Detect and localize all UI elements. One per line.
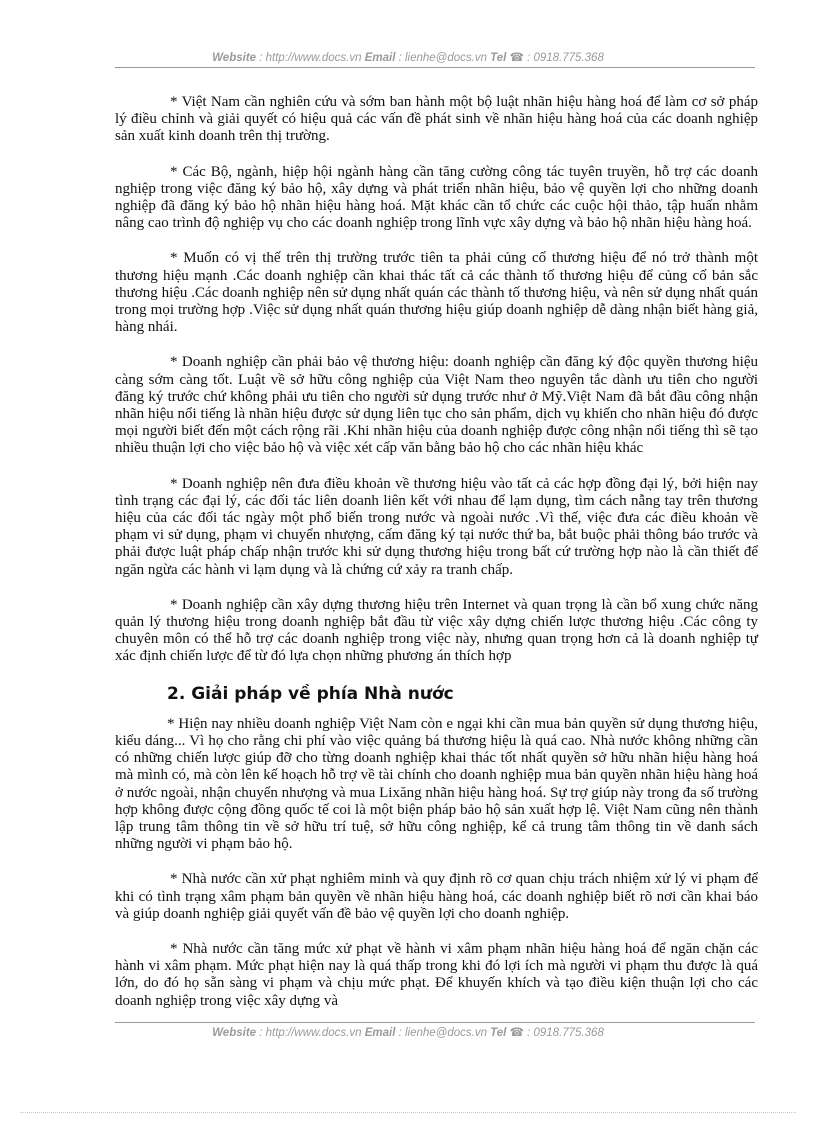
tel-label: Tel — [490, 52, 507, 64]
bottom-dotted-line — [20, 1112, 796, 1113]
email-label: Email — [364, 1027, 396, 1039]
section-heading: 2. Giải pháp về phía Nhà nước — [167, 683, 454, 704]
page-footer — [0, 1025, 816, 1039]
phone-icon: ☎ — [509, 1027, 524, 1039]
email-address: : lienhe@docs.vn — [395, 1027, 491, 1039]
page-body — [115, 94, 758, 1028]
paragraph: * Doanh nghiệp cần phải bảo vệ thương hiệu: doanh nghiệp cần đăng ký độc quyền thương hiệu càng sớm càng tốt. Luật về sở hữu công nghiệp của Việt Nam theo nguyên tắc dành ưu tiên cho người đăng ký trước chứ không phải ưu tiên cho người sử dụng trước như ở Mỹ.Việt Nam đã bắt đầu công nhận nhãn hiệu nổi tiếng là nhãn hiệu được sử dụng liên tục cho sản phẩm, dịch vụ khiến cho nhãn hiệu đó được mọi người biết đến một cách rộng rãi .Khi nhãn hiệu của doanh nghiệp được công nhận nổi tiếng thì sẽ tạo nhiều thuận lợi cho việc bảo hộ và việc xét cấp văn bằng bảo hộ cho các nhãn hiệu khác — [115, 354, 758, 457]
paragraph: * Doanh nghiệp cần xây dựng thương hiệu trên Internet và quan trọng là cần bổ xung chức năng quản lý thương hiệu trong doanh nghiệp bắt đầu từ việc xây dựng chiến lược thương hiệu .Các công ty chuyên môn có thể hỗ trợ các doanh nghiệp trong việc này, nhưng quan trọng hơn cả là doanh nghiệp tự xác định chiến lược để từ đó lựa chọn những phương án thích hợp — [115, 596, 758, 665]
paragraph: * Nhà nước cần tăng mức xử phạt về hành vi xâm phạm nhãn hiệu hàng hoá để ngăn chặn các hành vi xâm phạm. Mức phạt hiện nay là quá thấp trong khi đó lợi ích mà người vi phạm thu được là quá lớn, do đó họ sẵn sàng vi phạm và chịu mức phạt. Để khuyến khích và tạo điều kiện thuận lợi cho các doanh nghiệp trong việc xây dựng và — [115, 940, 758, 1009]
website-url: : http://www.docs.vn — [256, 1027, 365, 1039]
header-rule — [115, 67, 755, 68]
paragraph: * Hiện nay nhiều doanh nghiệp Việt Nam còn e ngại khi cần mua bản quyền sử dụng thương hiệu, kiểu dáng... Vì họ cho rằng chi phí vào việc quảng bá thương hiệu là quá cao. Nhà nước không những cần có những chiến lược giúp đỡ cho từng doanh nghiệp khai thác tốt nhất quyền sở hữu nhãn hiệu hàng hoá mà mình có, mà còn lên kế hoạch hỗ trợ về tài chính cho doanh nghiệp mua bản quyền nhãn hiệu hàng hoá ở nước ngoài, nhận chuyển nhượng và mua Lixăng nhãn hiệu hàng hoá. Sự trợ giúp này trong đa số trường hợp không được cộng đồng quốc tế coi là một biện pháp bảo hộ sản xuất hợp lệ. Việt Nam cũng nên thành lập trung tâm thông tin về sở hữu trí tuệ, sở hữu công nghiệp, kể cả trung tâm thông tin về danh sách những người vi phạm bảo hộ. — [115, 715, 758, 853]
tel-number: : 0918.775.368 — [523, 52, 604, 64]
website-label: Website — [212, 1027, 257, 1039]
paragraph: * Muốn có vị thế trên thị trường trước tiên ta phải củng cố thương hiệu để nó trở thành một thương hiệu mạnh .Các doanh nghiệp cần khai thác tất cả các thành tố thương hiệu để củng cố bản sắc thương hiệu .Các doanh nghiệp nên sử dụng nhất quán các thành tố thương hiệu, và nên sử dụng nhất quán trong mọi trường hợp .Việc sử dụng nhất quán thương hiệu giúp doanh nghiệp dễ dàng nhận biết hàng giả, hàng nhái. — [115, 250, 758, 336]
paragraph: * Doanh nghiệp nên đưa điều khoản về thương hiệu vào tất cả các hợp đồng đại lý, bởi hiện nay tình trạng các đại lý, các đối tác liên doanh liên kết với nhau để lạm dụng, tìm cách nẫng tay trên thương hiệu của các đối tác ngày một phổ biến trong nước và ngoài nước .Vì thế, việc đưa các điều khoản về phạm vi sử dụng, phạm vi chuyển nhượng, cấm đăng ký tại nước thứ ba, bắt buộc phải thông báo trước và phải được luật pháp chấp nhận trước khi sử dụng thương hiệu trong bất cứ trường hợp nào là cần thiết để ngăn ngừa các hành vi lạm dụng và là chứng cứ xảy ra tranh chấp. — [115, 475, 758, 578]
footer-rule — [115, 1022, 755, 1023]
website-label: Website — [212, 52, 257, 64]
paragraph: * Nhà nước cần xử phạt nghiêm minh và quy định rõ cơ quan chịu trách nhiệm xử lý vi phạm để khi có tình trạng xâm phạm bản quyền về nhãn hiệu hàng hoá, các doanh nghiệp biết rõ nơi cần khai báo và giúp doanh nghiệp giải quyết vấn đề bảo vệ quyền lợi cho doanh nghiệp. — [115, 871, 758, 922]
paragraph: * Các Bộ, ngành, hiệp hội ngành hàng cần tăng cường công tác tuyên truyền, hỗ trợ các doanh nghiệp trong việc đăng ký bảo hộ, xây dựng và phát triển nhãn hiệu, bảo vệ quyền lợi cho những doanh nghiệp đã đăng ký bảo hộ nhãn hiệu hàng hoá. Mặt khác cần tổ chức các cuộc hội thảo, tập huấn nhằm nâng cao trình độ nghiệp vụ cho các doanh nghiệp trong lĩnh vực xây dựng và bảo hộ nhãn hiệu hàng hoá. — [115, 163, 758, 232]
tel-number: : 0918.775.368 — [523, 1027, 604, 1039]
phone-icon: ☎ — [509, 52, 524, 64]
paragraph: * Việt Nam cần nghiên cứu và sớm ban hành một bộ luật nhãn hiệu hàng hoá để làm cơ sở pháp lý điều chỉnh và giải quyết có hiệu quả các vấn đề phát sinh về nhãn hiệu hàng hoá của các doanh nghiệp sản xuất kinh doanh trên thị trường. — [115, 94, 758, 145]
email-address: : lienhe@docs.vn — [395, 52, 491, 64]
email-label: Email — [364, 52, 396, 64]
page-header — [0, 50, 816, 64]
website-url: : http://www.docs.vn — [256, 52, 365, 64]
tel-label: Tel — [490, 1027, 507, 1039]
